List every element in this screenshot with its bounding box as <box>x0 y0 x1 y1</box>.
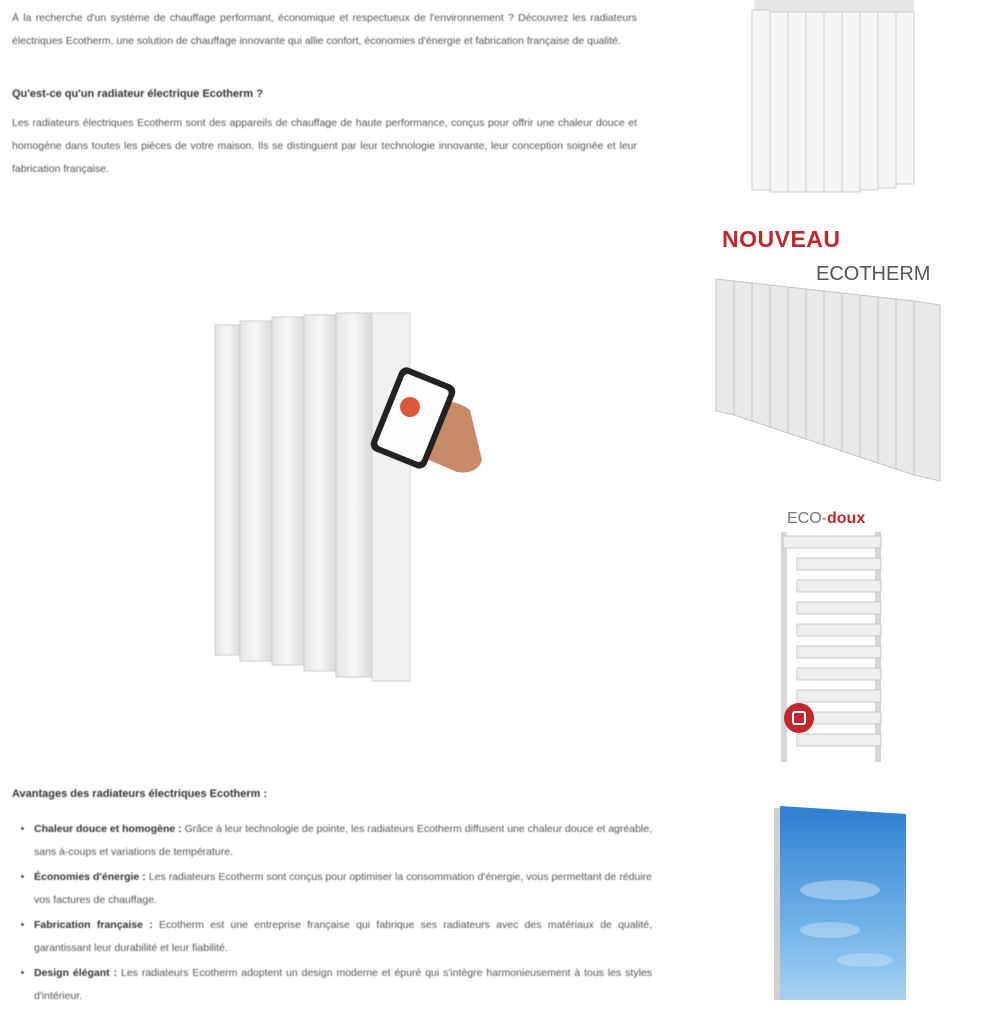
section-heading-what-is: Qu'est-ce qu'un radiateur électrique Ecotherm ? <box>12 88 263 100</box>
ecotherm-radiator-image <box>712 275 947 485</box>
brand-badge-icon <box>784 703 814 733</box>
section-paragraph-what-is: Les radiateurs électriques Ecotherm sont des appareils de chauffage de haute performance, conçus pour offrir une chaleur douce et homogène dans toutes les pièces de votre maison. Ils se distinguent par leur technologie innovante, leur conception soignée et leur fabrication française. <box>12 117 637 175</box>
list-item: • Fabrication française : Ecotherm est une entreprise française qui fabrique ses radiateurs avec des matériaux de qualité, garantissant leur durabilité et leur fiabilité. <box>34 914 652 960</box>
list-item: • Design élégant : Les radiateurs Ecotherm adoptent un design moderne et épuré qui s'intègre harmonieusement à tous les styles d'intérieur. <box>34 962 652 1008</box>
main-radiator-image <box>205 305 495 690</box>
ecotherm-label: ECOTHERM <box>816 263 931 285</box>
radiator-column-image <box>748 0 920 195</box>
advantages-list <box>20 818 652 1010</box>
list-item: • Chaleur douce et homogène : Grâce à leur technologie de pointe, les radiateurs Ecotherm diffusent une chaleur douce et agréable, sans à-coups et variations de température. <box>34 818 652 864</box>
nouveau-label: NOUVEAU <box>722 226 841 252</box>
towel-radiator-image <box>775 532 890 764</box>
intro-paragraph: À la recherche d'un système de chauffage performant, économique et respectueux de l'environnement ? Découvrez les radiateurs électriques Ecotherm, une solution de chauffage innovante qui allie confort, économies d'énergie et fabrication française de qualité. <box>12 11 637 47</box>
list-item: • Économies d'énergie : Les radiateurs Ecotherm sont conçus pour optimiser la consommation d'énergie, vous permettant de réduire vos factures de chauffage. <box>34 866 652 912</box>
ecodoux-label: ECO-doux <box>787 510 866 527</box>
glass-panel-radiator-image <box>770 800 910 1000</box>
section-heading-advantages: Avantages des radiateurs électriques Ecotherm : <box>12 788 268 800</box>
